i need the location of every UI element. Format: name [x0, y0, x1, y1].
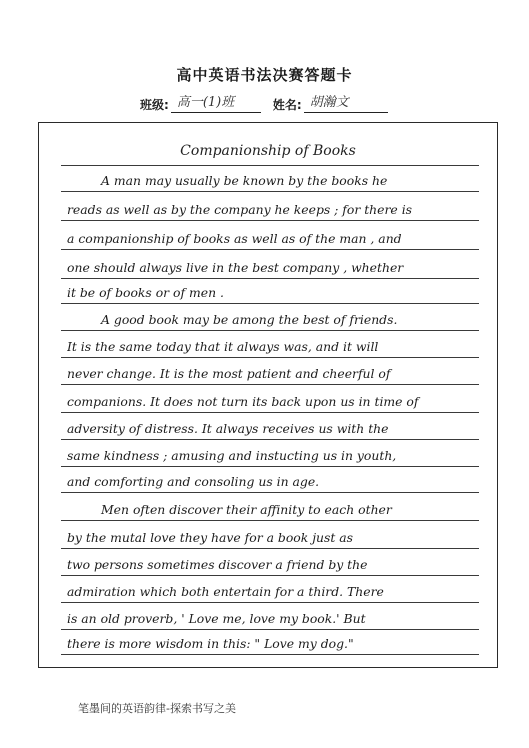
- ruled-line: [61, 330, 479, 331]
- essay-line: A man may usually be known by the books he: [101, 173, 388, 188]
- essay-line: A good book may be among the best of friends.: [101, 312, 398, 327]
- essay-line: two persons sometimes discover a friend by the: [67, 557, 368, 572]
- essay-title: Companionship of Books: [180, 143, 356, 159]
- essay-line: companions. It does not turn its back upon us in time of: [67, 394, 419, 409]
- essay-line: never change. It is the most patient and cheerful of: [67, 366, 391, 381]
- ruled-line: [61, 654, 479, 655]
- footer-caption: 笔墨间的英语韵律-探索书写之美: [78, 702, 236, 715]
- student-info-row: [140, 93, 388, 113]
- ruled-line: [61, 191, 479, 192]
- ruled-line: [61, 466, 479, 467]
- essay-line: a companionship of books as well as of the man , and: [67, 231, 402, 246]
- ruled-line: [61, 303, 479, 304]
- essay-line: and comforting and consoling us in age.: [67, 474, 320, 489]
- sheet-title: 高中英语书法决赛答题卡: [176, 66, 353, 84]
- essay-line: same kindness ; amusing and instucting us in youth,: [67, 448, 397, 463]
- answer-box: [38, 122, 498, 668]
- essay-line: there is more wisdom in this: " Love my dog.": [67, 636, 354, 651]
- ruled-line: [61, 629, 479, 630]
- ruled-line: [61, 220, 479, 221]
- ruled-line: [61, 278, 479, 279]
- essay-line: adversity of distress. It always receives us with the: [67, 421, 389, 436]
- essay-line: is an old proverb, ' Love me, love my book.' But: [67, 611, 366, 626]
- essay-line: one should always live in the best company , whether: [67, 260, 404, 275]
- essay-line: It is the same today that it always was, and it will: [67, 339, 379, 354]
- ruled-line: [61, 548, 479, 549]
- name-value: 胡瀚文: [304, 95, 388, 113]
- ruled-line: [61, 165, 479, 166]
- essay-line: Men often discover their affinity to each other: [101, 502, 392, 517]
- class-label: 班级:: [140, 98, 169, 112]
- essay-line: reads as well as by the company he keeps ; for there is: [67, 202, 413, 217]
- name-label: 姓名:: [272, 98, 302, 112]
- ruled-line: [61, 412, 479, 413]
- essay-line: by the mutal love they have for a book just as: [67, 530, 354, 545]
- ruled-line: [61, 249, 479, 250]
- ruled-line: [61, 575, 479, 576]
- ruled-line: [61, 384, 479, 385]
- essay-line: it be of books or of men .: [67, 285, 224, 300]
- essay-line: admiration which both entertain for a third. There: [67, 584, 384, 599]
- ruled-line: [61, 439, 479, 440]
- ruled-line: [61, 520, 479, 521]
- ruled-line: [61, 492, 479, 493]
- class-value: 高一(1)班: [171, 95, 261, 113]
- ruled-line: [61, 602, 479, 603]
- ruled-line: [61, 357, 479, 358]
